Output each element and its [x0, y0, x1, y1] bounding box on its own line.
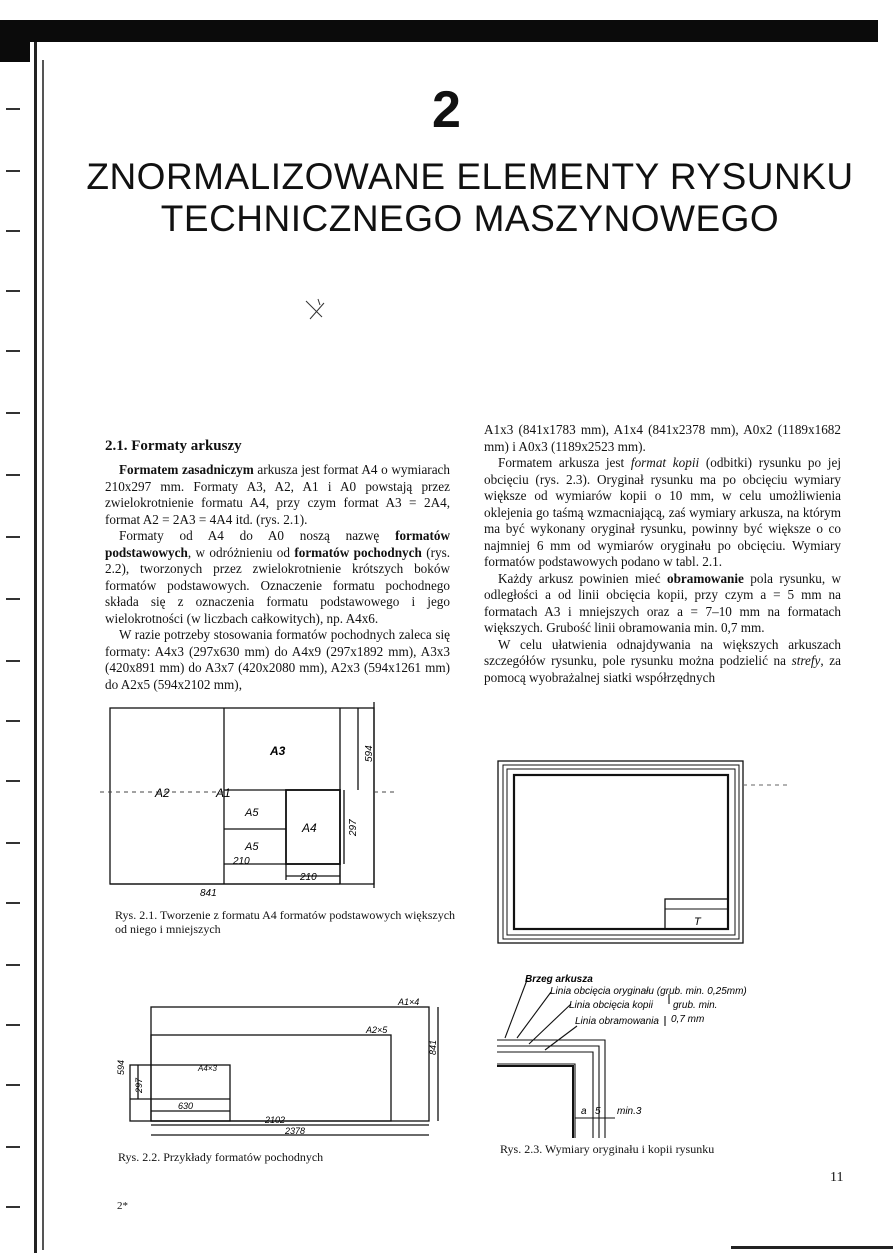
term: format kopii	[630, 455, 700, 470]
text: Formaty od A4 do A0 noszą nazwę	[119, 528, 396, 543]
text-column-left	[105, 462, 450, 693]
original-trim-line	[503, 765, 739, 939]
label-thickness: grub. min.	[673, 1000, 718, 1011]
label-copy-trim: Linia obcięcia kopii	[569, 1000, 653, 1011]
chapter-number: 2	[432, 81, 461, 139]
label-sheet-edge: Brzeg arkusza	[525, 974, 593, 985]
label-5: 5	[595, 1106, 601, 1117]
fig1-dim-297: 297	[348, 819, 359, 836]
term: formatów podstawowych	[105, 528, 450, 560]
stray-mark-icon	[300, 295, 330, 325]
margin-tick	[6, 1084, 20, 1086]
fig2-label-a4x3: A4×3	[198, 1064, 217, 1073]
margin-tick	[6, 1024, 20, 1026]
figure-2-2	[108, 995, 448, 1147]
fig1-label-a5a: A5	[245, 807, 259, 819]
sheet-edge	[498, 761, 743, 943]
fig2-label-a1x4: A1×4	[398, 997, 420, 1007]
figure-2-2-caption: Rys. 2.2. Przykłady formatów pochodnych	[118, 1150, 324, 1164]
fig2-dim-2102: 2102	[265, 1115, 286, 1125]
format-a4x3	[130, 1065, 230, 1121]
fig1-label-a1: A1	[216, 786, 231, 800]
margin-tick	[6, 660, 20, 662]
paragraph: A1x3 (841x1783 mm), A1x4 (841x2378 mm), A0x2 (1189x1682 mm) i A0x3 (1189x2523 mm).	[484, 422, 841, 454]
fig1-dim-841: 841	[200, 888, 217, 899]
fig2-dim-630: 630	[178, 1101, 194, 1111]
term: formatów pochodnych	[294, 544, 422, 560]
margin-tick	[6, 902, 20, 904]
paragraph	[105, 528, 450, 627]
margin-tick	[6, 1206, 20, 1208]
margin-tick	[6, 230, 20, 232]
paragraph	[105, 462, 450, 528]
text: W celu ułatwienia odnajdywania na większych arkuszach szczegółów rysunku, pole rysunku można podzielić na	[484, 636, 841, 668]
margin-tick	[6, 1146, 20, 1148]
paragraph	[484, 571, 841, 637]
text: Każdy arkusz powinien mieć	[498, 570, 667, 586]
fig2-label-a2x5: A2×5	[366, 1025, 388, 1035]
chapter-title	[40, 156, 893, 240]
text: , w odróżnieniu od	[187, 544, 295, 560]
figure-2-1	[100, 700, 400, 905]
figure-2-3	[490, 755, 790, 950]
term: Formatem zasadniczym	[119, 462, 254, 477]
figure-2-3-caption: Rys. 2.3. Wymiary oryginału i kopii rysunku	[500, 1142, 715, 1156]
top-bar	[6, 20, 878, 42]
fig1-label-a5b: A5	[245, 841, 259, 853]
title-block-label: T	[694, 916, 701, 928]
copy-trim-line	[507, 769, 735, 935]
text: arkusza jest format A4 o wymiarach 210x297 mm. Formaty A3, A2, A1 i A0 powstają przez zwielokrotnienie formatu A4, przy czym format A3 = 2A4, format A2 = 2A3 = 4A4 itd. (rys. 2.1).	[105, 462, 450, 527]
binding-line	[34, 42, 37, 1253]
border-frame	[514, 775, 728, 929]
margin-tick	[6, 964, 20, 966]
margin-tick	[6, 412, 20, 414]
margin-tick	[6, 842, 20, 844]
fig2-dim-2378: 2378	[285, 1126, 306, 1136]
figure-2-3-detail	[495, 968, 780, 1140]
signature-mark: 2*	[117, 1200, 128, 1212]
text: (rys. 2.2), tworzonych przez zwielokrotnienie krótszych boków formatów podstawowych. Oznaczenie formatu pochodnego składa się z oznaczenia formatu podstawowego i jego wielokrotności (w liczbach całkowitych), np. A4x6.	[105, 544, 450, 626]
label-original-trim: Linia obcięcia oryginału (grub. min. 0,25mm)	[550, 986, 747, 997]
fig2-dim-297: 297	[134, 1077, 144, 1093]
label-thickness-value: 0,7 mm	[671, 1014, 705, 1025]
label-a: a	[581, 1106, 587, 1117]
fig2-dim-841: 841	[428, 1039, 438, 1055]
text: pola rysunku, w odległości a od linii obcięcia kopii, przy czym a = 5 mm na formatach A3 i mniejszych oraz a = 7–10 mm na formatach większych. Grubość linii obramowania min. 0,7 mm.	[484, 570, 841, 635]
fig1-label-a2: A2	[155, 786, 170, 800]
term: obramowanie	[666, 570, 744, 586]
fig1-dim-210: 210	[300, 872, 317, 883]
text: Formatem arkusza jest	[498, 455, 631, 470]
fig2-dim-594: 594	[116, 1059, 126, 1075]
label-border-line: Linia obramowania	[575, 1016, 659, 1027]
page-number: 11	[830, 1170, 844, 1185]
fig1-label-a4: A4	[302, 821, 317, 835]
figure-2-1-caption: Rys. 2.1. Tworzenie z formatu A4 formatów podstawowych większych od niego i mniejszych	[115, 908, 456, 936]
paragraph	[484, 637, 841, 687]
section-heading: 2.1. Formaty arkuszy	[105, 438, 242, 454]
paragraph	[484, 455, 841, 571]
label-min3: min.3	[617, 1106, 642, 1117]
term: strefy	[791, 653, 821, 668]
margin-tick	[6, 720, 20, 722]
chapter-title-line2: TECHNICZNEGO MASZYNOWEGO	[160, 198, 780, 239]
fig1-scribble: 210	[233, 856, 250, 867]
text-column-right	[484, 422, 841, 686]
fig1-dim-594: 594	[364, 745, 375, 762]
bottom-rule	[731, 1246, 893, 1249]
margin-tick	[6, 598, 20, 600]
margin-tick	[6, 780, 20, 782]
margin-tick	[6, 536, 20, 538]
chapter-title-line1: ZNORMALIZOWANE ELEMENTY RYSUNKU	[86, 156, 854, 197]
paragraph: W razie potrzeby stosowania formatów pochodnych zaleca się formaty: A4x3 (297x630 mm) do A4x9 (297x1892 mm), A3x3 (420x891 mm) do A3x7 (420x2080 mm), A2x3 (594x1261 mm) do A2x5 (594x2102 mm),	[105, 627, 450, 692]
margin-tick	[6, 350, 20, 352]
margin-tick	[6, 474, 20, 476]
text: (odbitki) rysunku po jej obcięciu (rys. 2.3). Oryginał rysunku ma po obcięciu wymiary większe od wymiarów kopii o 10 mm, w celu umożliwienia oklejenia go taśmą wzmacniającą, zaś wymiary arkusza, na którym ma być wykonany oryginał rysunku, powinny być większe o co najmniej 6 mm od wymiarów oryginału po obcięciu. Wymiary formatów podstawowych podano w tabl. 2.1.	[484, 455, 841, 569]
margin-tick	[6, 170, 20, 172]
fig1-label-a3: A3	[270, 744, 286, 758]
text: , za pomocą wyobrażalnej siatki współrzędnych	[484, 653, 841, 685]
margin-tick	[6, 290, 20, 292]
